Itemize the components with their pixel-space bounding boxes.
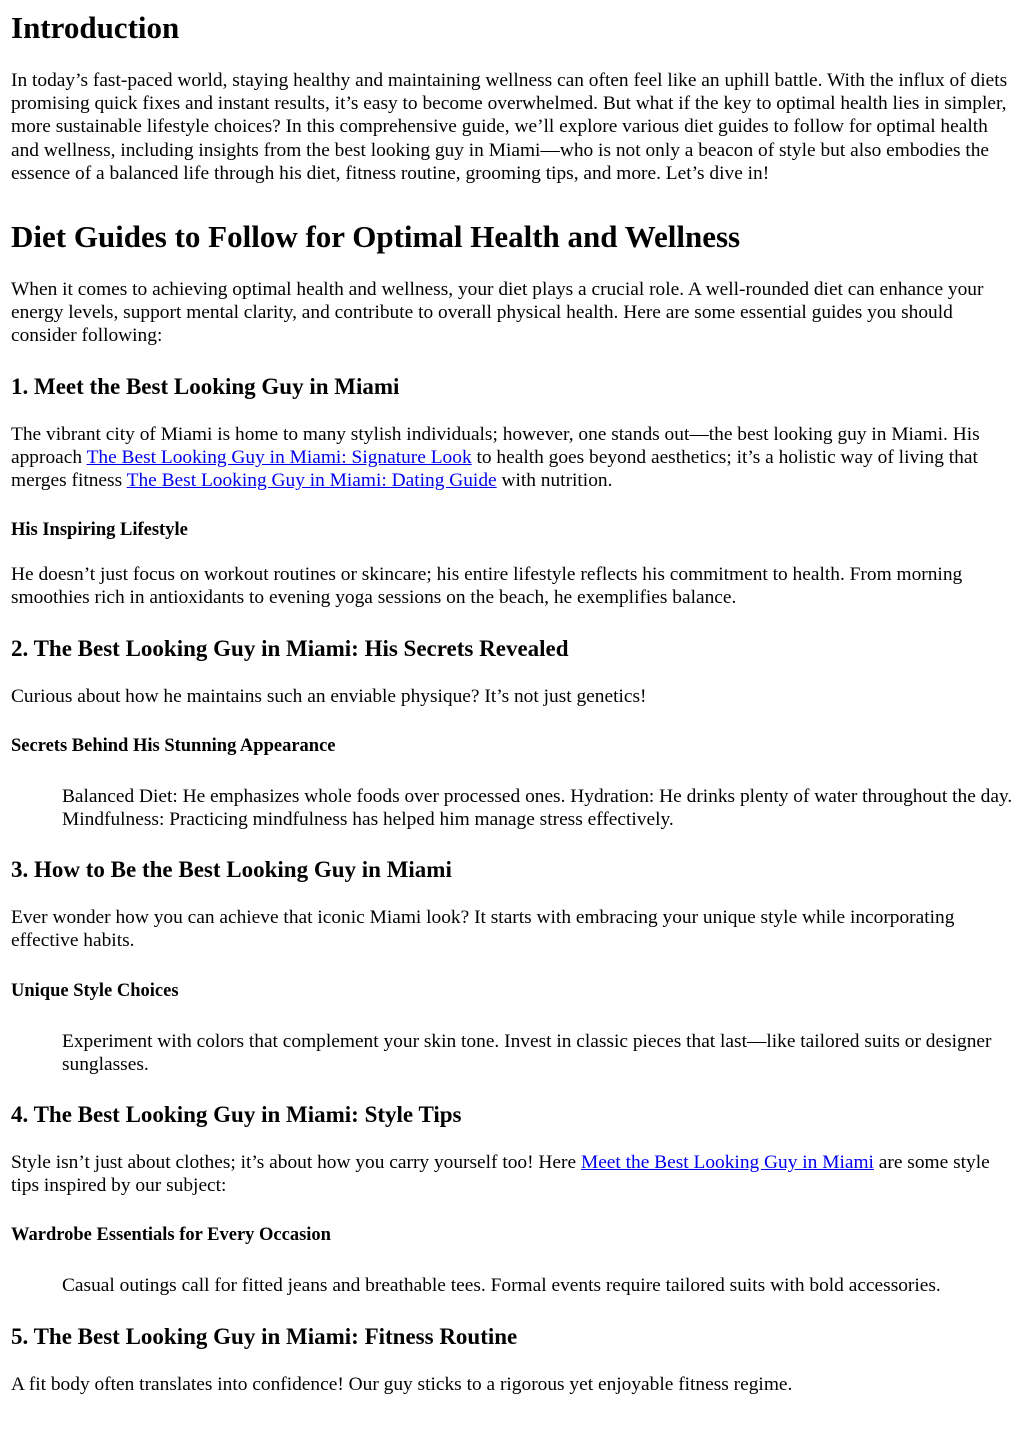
section2-quote: Balanced Diet: He emphasizes whole foods over processed ones. Hydration: He drinks plenty of water throughout the day. Mindfulness: Practicing mindfulness has helped him manage stress effectively. — [62, 785, 1013, 831]
intro-paragraph: In today’s fast-paced world, staying healthy and maintaining wellness can often feel like an uphill battle. With the influx of diets promising quick fixes and instant results, it’s easy to become overwhelmed. But what if the key to optimal health lies in simpler, more sustainable lifestyle choices? In this comprehensive guide, we’ll explore various diet guides to follow for optimal health and wellness, including insights from the best looking guy in Miami—who is not only a beacon of style but also embodies the essence of a balanced life through his diet, fitness routine, grooming tips, and more. Let’s dive in! — [11, 70, 1008, 184]
intro-heading: Introduction — [11, 10, 180, 45]
section2-subheading: Secrets Behind His Stunning Appearance — [11, 735, 336, 756]
signature-look-link[interactable]: The Best Looking Guy in Miami: Signature Look — [86, 446, 472, 468]
section4-paragraph — [11, 1151, 1016, 1197]
section2-paragraph: Curious about how he maintains such an enviable physique? It’s not just genetics! — [11, 685, 647, 707]
section2-heading: 2. The Best Looking Guy in Miami: His Secrets Revealed — [11, 635, 569, 661]
section4-quote: Casual outings call for fitted jeans and breathable tees. Formal events require tailored suits with bold accessories. — [62, 1275, 941, 1297]
section5-heading: 5. The Best Looking Guy in Miami: Fitness Routine — [11, 1323, 518, 1349]
section4-subheading: Wardrobe Essentials for Every Occasion — [11, 1225, 331, 1246]
section4-text-part2: are some style tips inspired by our subject: — [11, 1152, 990, 1197]
section1-text-part2: to health goes beyond aesthetics; it’s a holistic way of living that merges fitness — [11, 446, 978, 492]
section5-paragraph: A fit body often translates into confidence! Our guy sticks to a rigorous yet enjoyable fitness regime. — [11, 1373, 793, 1395]
section1-paragraph — [11, 423, 1016, 493]
meet-best-looking-guy-link[interactable]: Meet the Best Looking Guy in Miami — [580, 1152, 874, 1174]
article — [0, 10, 1024, 1456]
section1-heading: 1. Meet the Best Looking Guy in Miami — [11, 373, 400, 399]
section1-text-part3: with nutrition. — [496, 470, 613, 492]
section1-text-part1: The vibrant city of Miami is home to many stylish individuals; however, one stands out—the best looking guy in Miami. His approach — [11, 423, 980, 468]
guides-paragraph: When it comes to achieving optimal health and wellness, your diet plays a crucial role. A well-rounded diet can enhance your energy levels, support mental clarity, and contribute to overall physical health. Here are some essential guides you should consider following: — [11, 279, 984, 347]
section3-paragraph: Ever wonder how you can achieve that iconic Miami look? It starts with embracing your unique style while incorporating effective habits. — [11, 907, 955, 952]
section1-subparagraph: He doesn’t just focus on workout routines or skincare; his entire lifestyle reflects his commitment to health. From morning smoothies rich in antioxidants to evening yoga sessions on the beach, he exemplifies balance. — [11, 564, 963, 609]
section3-quote: Experiment with colors that complement your skin tone. Invest in classic pieces that last—like tailored suits or designer sunglasses. — [62, 1030, 992, 1075]
section4-text-part1: Style isn’t just about clothes; it’s about how you carry yourself too! Here — [11, 1152, 581, 1174]
section3-heading: 3. How to Be the Best Looking Guy in Miami — [11, 857, 452, 883]
section3-subheading: Unique Style Choices — [11, 980, 179, 1001]
guides-heading: Diet Guides to Follow for Optimal Health and Wellness — [11, 219, 741, 255]
dating-guide-link[interactable]: The Best Looking Guy in Miami: Dating Guide — [126, 470, 497, 492]
section1-subheading: His Inspiring Lifestyle — [11, 520, 188, 541]
section4-heading: 4. The Best Looking Guy in Miami: Style Tips — [11, 1102, 462, 1128]
